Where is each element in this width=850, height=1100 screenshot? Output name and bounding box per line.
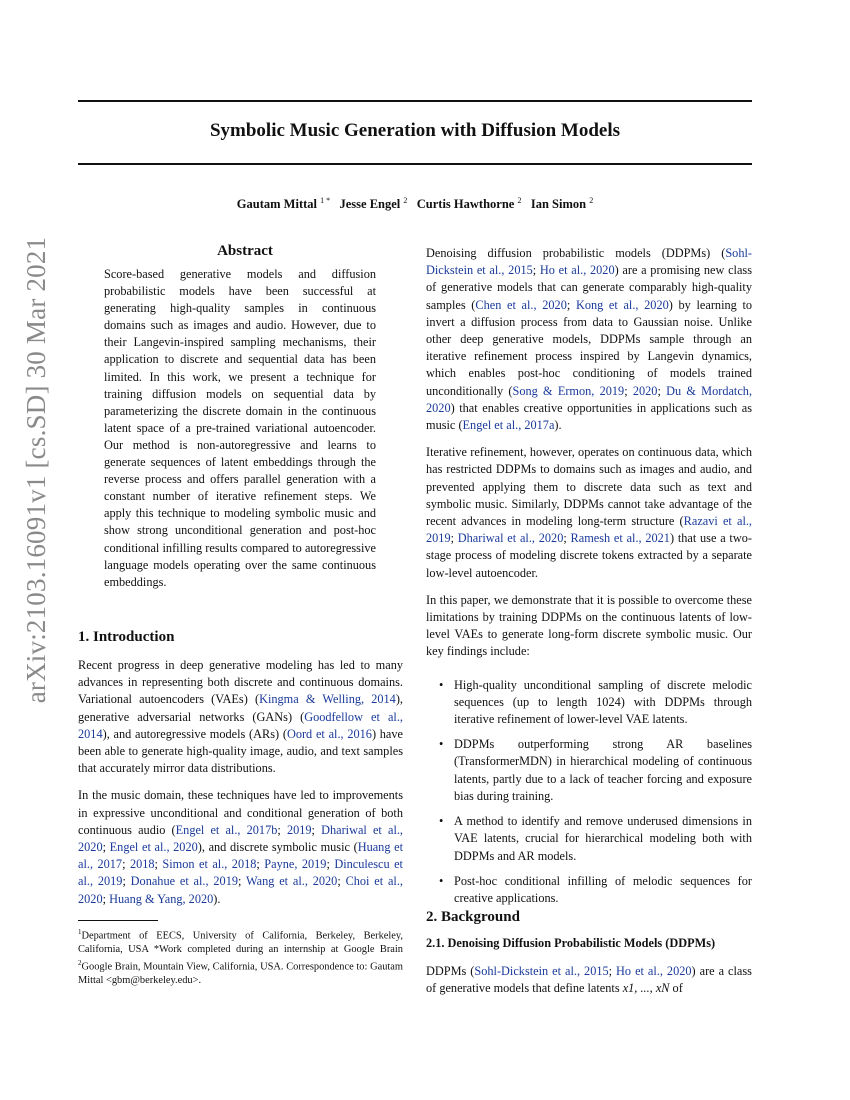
author-name: Jesse Engel (339, 197, 401, 212)
right-column-body (426, 245, 752, 915)
arxiv-side-stamp: arXiv:2103.16091v1 [cs.SD] 30 Mar 2021 (21, 236, 51, 704)
key-findings-list (426, 677, 752, 907)
citation-link[interactable]: 2019 (286, 822, 312, 837)
author-name: Ian Simon (530, 197, 587, 212)
list-item: • Post-hoc conditional infilling of melodic sequences for creative applications. (439, 873, 752, 905)
paragraph: Iterative refinement, however, operates on continuous data, which has restricted DDPMs to domains such as images and audio, and prevented applying them to discrete data such as text and symbolic music. Similarly, DDPMs cannot take advantage of the recent advances in modeling long-term structure (Razavi et al., 2019; Dhariwal et al., 2020; Ramesh et al., 2021) that use a two-stage process of modeling discrete tokens extracted by a separate low-level autoencoder. (426, 445, 753, 580)
citation-link[interactable]: Huang et al., 2017 (78, 840, 403, 872)
paragraph: In the music domain, these techniques have led to improvements in expressive unconditional and conditional generation of both continuous audio (Engel et al., 2017b; 2019; Dhariwal et al., 2020; Engel et al., 2020), and discrete symbolic music (Huang et al., 2017; 2018; Simon et al., 2018; Payne, 2019; Dinculescu et al., 2019; Donahue et al., 2019; Wang et al., 2020; Choi et al., 2020; Huang & Yang, 2020). (78, 788, 404, 906)
footnote-rule (78, 920, 158, 921)
author-affiliation: 1 * (320, 196, 331, 205)
paragraph: In this paper, we demonstrate that it is possible to overcome these limitations by training DDPMs on the continuous latents of low-level VAEs to generate long-form discrete symbolic music. Our key findings include: (426, 592, 752, 659)
citation-link[interactable]: Wang et al., 2020 (246, 874, 338, 889)
citation-link[interactable]: Kong et al., 2020 (575, 297, 669, 312)
citation-link[interactable]: Ho et al., 2020 (616, 964, 692, 978)
bullet-icon: • (439, 677, 444, 692)
citation-link[interactable]: Payne, 2019 (264, 857, 327, 872)
citation-link[interactable]: Donahue et al., 2019 (130, 874, 238, 889)
section-heading-introduction: 1. Introduction (78, 629, 175, 645)
citation-link[interactable]: Engel et al., 2017a (462, 418, 555, 433)
citation-link[interactable]: Dhariwal et al., 2020 (457, 531, 564, 546)
list-item: • A method to identify and remove underused dimensions in VAE latents, crucial for hierarchical modeling both with DDPMs and AR models. (439, 814, 752, 863)
abstract-text: Score-based generative models and diffusion probabilistic models have been successful at generating high-quality samples in continuous domains such as images and audio. However, due to their Langevin-inspired sampling mechanisms, their application to discrete and sequential data has been limited. In this work, we present a technique for training diffusion models on sequential data by parameterizing the discrete domain in the continuous latent space of a pre-trained variational autoencoder. Our method is non-autoregressive and learns to generate sequences of latent embeddings through the reverse process and offers parallel generation with a constant number of iterative refinement steps. We apply this technique to modeling symbolic music and show strong unconditional generation and post-hoc conditional infilling results compared to autoregressive language models operating over the same continuous embeddings. (104, 267, 376, 589)
paragraph: DDPMs (Sohl-Dickstein et al., 2015; Ho et al., 2020) are a class of generative models that define latents x1, ..., xN of (426, 964, 752, 996)
paper-title: Symbolic Music Generation with Diffusion Models (209, 120, 621, 141)
footnote: $^1$Department of EECS, University of California, Berkeley, Berkeley, California, USA *Work completed during an internship at Google Brain $^2$Google Brain, Mountain View, California, USA. Correspondence to: Gautam Mittal <gbm@berkeley.edu>. (78, 928, 403, 986)
citation-link[interactable]: Choi et al., 2020 (78, 874, 403, 906)
author-name: Curtis Hawthorne (416, 197, 515, 212)
subsection-heading-ddpm: 2.1. Denoising Diffusion Probabilistic Models (DDPMs) (426, 936, 716, 950)
citation-link[interactable]: Razavi et al., 2019 (426, 514, 753, 546)
citation-link[interactable]: Ramesh et al., 2021 (570, 531, 670, 546)
author-affiliation: 2 (517, 196, 522, 205)
math-expression: x1, ..., xN (622, 981, 670, 996)
citation-link[interactable]: Simon et al., 2018 (162, 857, 257, 872)
list-item: • DDPMs outperforming strong AR baselines (TransformerMDN) in hierarchical modeling of continuous latents, partly due to a lack of teacher forcing and exposure bias during training. (439, 737, 752, 803)
author-affiliation: 2 (403, 196, 408, 205)
citation-link[interactable]: Huang & Yang, 2020 (109, 891, 214, 906)
citation-link[interactable]: Dhariwal et al., 2020 (78, 822, 404, 855)
author-list (78, 196, 752, 212)
citation-link[interactable]: Engel et al., 2017b (175, 822, 278, 837)
author-affiliation: 2 (589, 196, 594, 205)
citation-link[interactable]: Sohl-Dickstein et al., 2015 (474, 964, 609, 978)
citation-link[interactable]: Oord et al., 2016 (286, 726, 372, 741)
citation-link[interactable]: Song & Ermon, 2019 (512, 383, 625, 398)
paragraph: Recent progress in deep generative modeling has led to many advances in representing both discrete and continuous domains. Variational autoencoders (VAEs) (Kingma & Welling, 2014), generative adversarial networks (GANs) (Goodfellow et al., 2014), and autoregressive models (ARs) (Oord et al., 2016) have been able to generate high-quality image, audio, and text samples that accurately mirror data distributions. (78, 658, 403, 776)
citation-link[interactable]: Kingma & Welling, 2014 (259, 692, 396, 707)
paragraph: Denoising diffusion probabilistic models (DDPMs) (Sohl-Dickstein et al., 2015; Ho et al., 2020) are a promising new class of generative models that can generate comparably high-quality samples (Chen et al., 2020; Kong et al., 2020) by learning to invert a diffusion process from data to Gaussian noise. Unlike other deep generative models, DDPMs sample through an iterative refinement process inspired by Langevin dynamics, which enables post-hoc conditioning of models trained unconditionally (Song & Ermon, 2019; 2020; Du & Mordatch, 2020) that enables creative opportunities in applications such as music (Engel et al., 2017a). (426, 246, 753, 433)
abstract-heading: Abstract (217, 243, 273, 259)
citation-link[interactable]: Goodfellow et al., 2014 (78, 709, 403, 741)
citation-link[interactable]: Du & Mordatch, 2020 (426, 383, 753, 415)
citation-link[interactable]: 2020 (632, 383, 658, 398)
citation-link[interactable]: Ho et al., 2020 (539, 263, 615, 278)
list-item: • High-quality unconditional sampling of discrete melodic sequences (up to length 1024) with DDPMs through iterative refinement of lower-level VAE latents. (439, 677, 752, 727)
citation-link[interactable]: 2018 (129, 857, 155, 872)
bullet-icon: • (439, 814, 444, 829)
title-top-rule (78, 100, 752, 102)
author-name: Gautam Mittal (236, 197, 317, 212)
background-body (426, 963, 752, 1007)
section-heading-background: 2. Background (426, 909, 520, 925)
title-bottom-rule (78, 163, 752, 165)
citation-link[interactable]: Sohl-Dickstein et al., 2015 (426, 246, 752, 278)
citation-link[interactable]: Chen et al., 2020 (475, 297, 567, 312)
citation-link[interactable]: Dinculescu et al., 2019 (78, 857, 403, 889)
introduction-body (78, 657, 403, 918)
bullet-icon: • (439, 873, 444, 888)
citation-link[interactable]: Engel et al., 2020 (109, 840, 198, 855)
bullet-icon: • (439, 737, 444, 752)
